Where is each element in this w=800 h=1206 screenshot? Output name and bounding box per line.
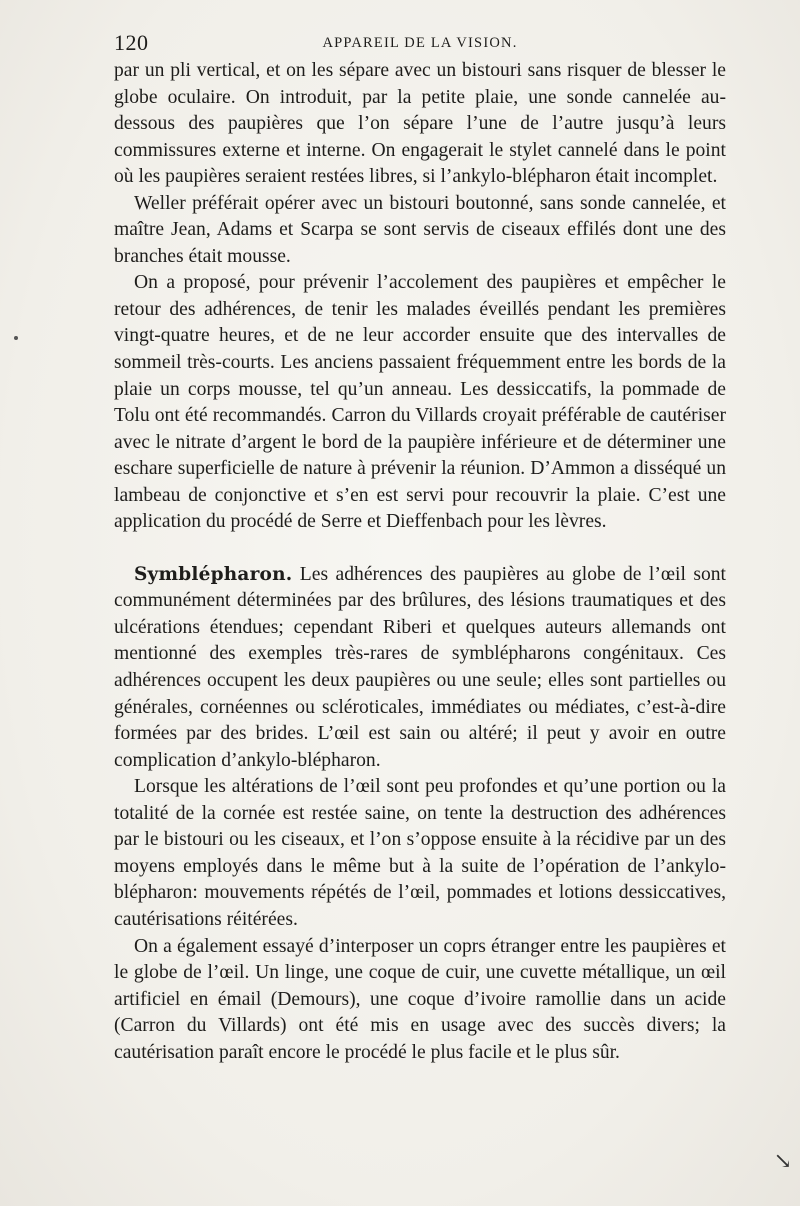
section-heading: Symblépharon. [134,563,293,585]
paragraph-foreign-body: On a également essayé d’interposer un coprs étranger entre les paupières et le globe de l’œil. Un linge, une coque de cuir, une cuvette métallique, un œil artificiel en émail (Demours), une coque d’ivoire ramollie dans un acide (Carron du Villards) ont été mis en usage avec des succès divers; la cautérisation paraît encore le procédé le plus facile et le plus sûr. [114,935,726,1063]
paragraph-treatment: Lorsque les altérations de l’œil sont peu profondes et qu’une portion ou la totalité de la cornée est restée saine, on tente la destruction des adhérences par le bistouri ou les ciseaux, et l’on s’oppose ensuite à la récidive par un des moyens employés dans le même but à la suite de l’opération de l’ankylo-blépharon: mouvements répétés de l’œil, pommades et lotions dessiccatives, cautérisations réitérées. [114,776,726,930]
running-title: APPAREIL DE LA VISION. [322,35,518,51]
page-header [114,30,726,58]
margin-dot [14,336,18,340]
page-number: 120 [114,30,149,55]
paragraph-weller: Weller préférait opérer avec un bistouri boutonné, sans sonde cannelée, et maître Jean, Adams et Scarpa se sont servis de ciseaux effilés dont une des branches était mousse. [114,192,726,267]
section-symblepharon-intro [114,562,726,774]
body-text [114,58,726,1066]
section-intro-text: Les adhérences des paupières au globe de l’œil sont communément déterminées par des brûlures, des lésions traumatiques et des ulcérations étendues; cependant Riberi et quelques auteurs allemands ont mentionné des exemples très-rares de symblépharons congénitaux. Ces adhérences occupent les deux paupières ou une seule; elles sont partielles ou générales, cornéennes ou scléroticales, immédiates ou médiates, c’est-à-dire formées par des brides. L’œil est sain ou altéré; il peut y avoir en outre complication d’ankylo-blépharon. [114,563,726,771]
corner-mark: ↘ [773,1148,792,1173]
paragraph-prevention: On a proposé, pour prévenir l’accolement des paupières et empêcher le retour des adhérences, de tenir les malades éveillés pendant les premières vingt-quatre heures, et de ne leur accorder ensuite que des intervalles de sommeil très-courts. Les anciens passaient fréquemment entre les bords de la plaie un corps mousse, tel qu’un anneau. Les dessiccatifs, la pommade de Tolu ont été recommandés. Carron du Villards croyait préférable de cautériser avec le nitrate d’argent le bord de la paupière inférieure et de déterminer une eschare superficielle de nature à prévenir la réunion. D’Ammon a disséqué un lambeau de conjonctive et s’en est servi pour recouvrir la plaie. C’est une application du procédé de Serre et Dieffenbach pour les lèvres. [114,272,726,533]
paragraph-continued: par un pli vertical, et on les sépare avec un bistouri sans risquer de blesser le globe oculaire. On introduit, par la petite plaie, une sonde cannelée au-dessous des paupières que l’on sépare l’une de l’autre jusqu’à leurs commissures externe et interne. On engagerait le stylet cannelé dans le point où les paupières seraient restées libres, si l’ankylo-blépharon était incomplet. [114,60,726,188]
